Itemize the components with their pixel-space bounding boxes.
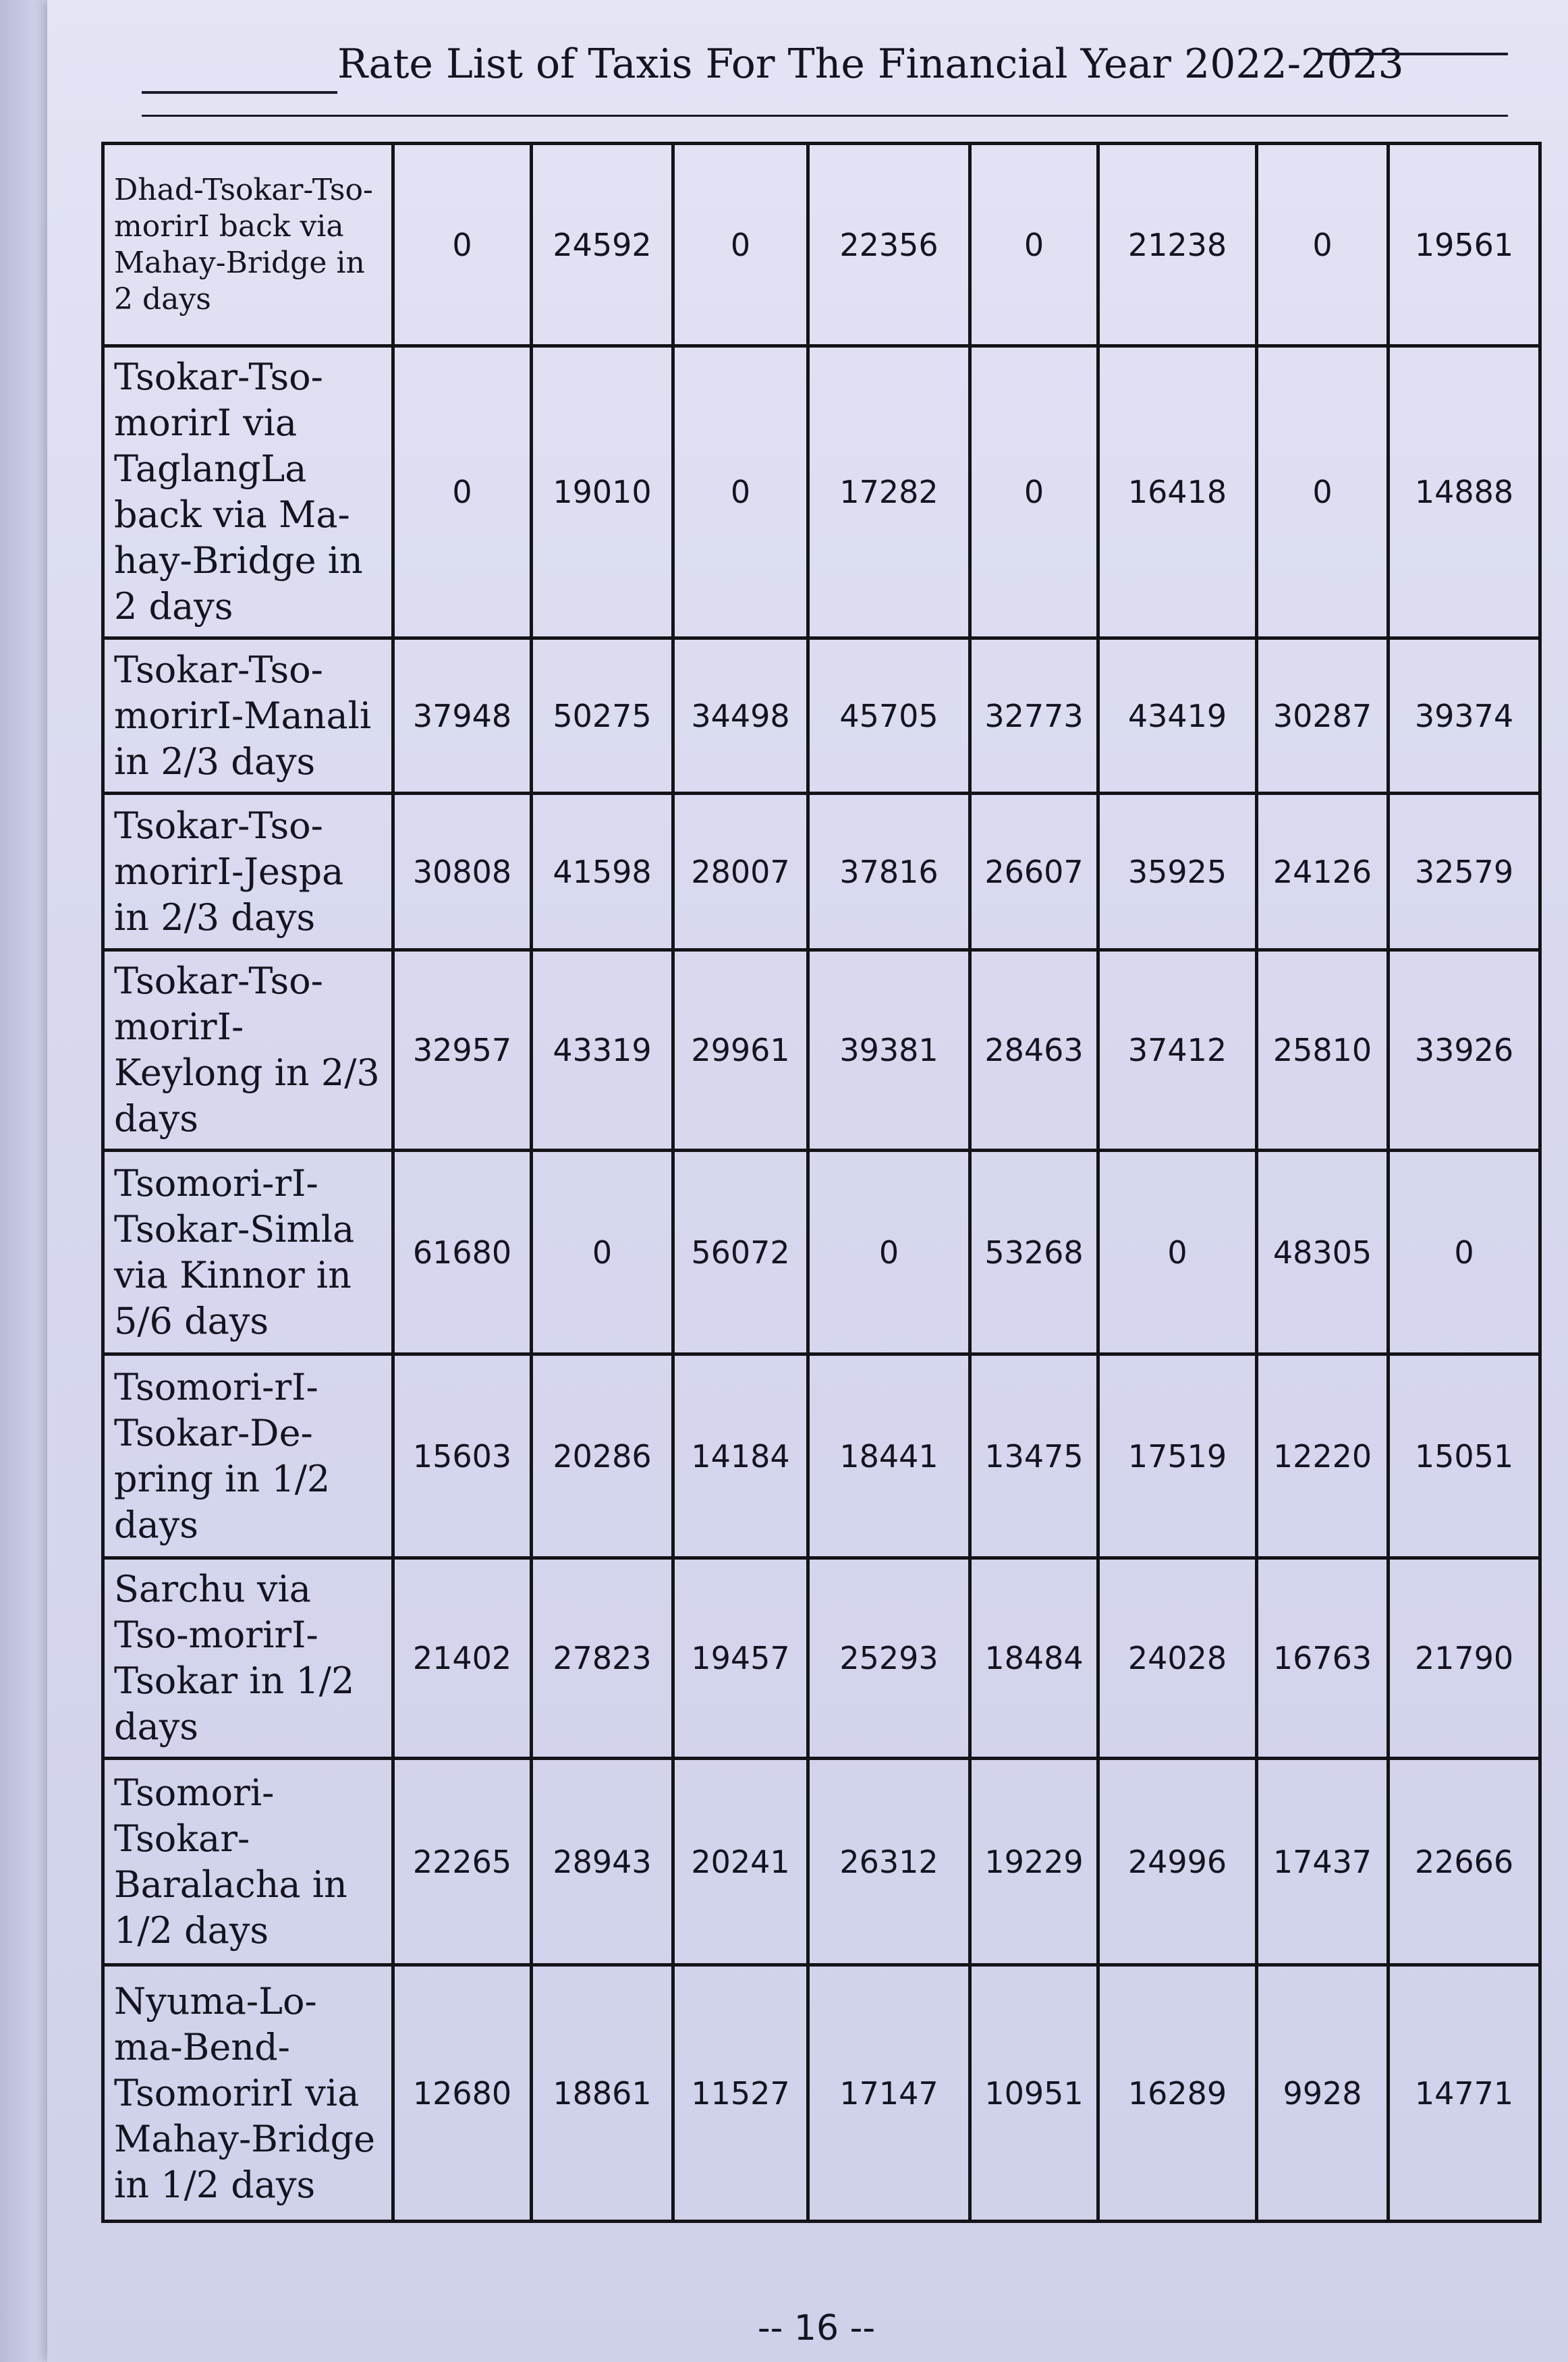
rate-cell: 39381 xyxy=(808,950,970,1151)
rate-cell: 18861 xyxy=(532,1965,673,2222)
rate-cell: 19010 xyxy=(532,346,673,638)
header-rule-right xyxy=(1319,53,1508,55)
rate-cell: 17519 xyxy=(1098,1354,1257,1558)
header-rule-under xyxy=(142,115,1508,117)
rate-cell: 0 xyxy=(393,346,532,638)
rate-cell: 17282 xyxy=(808,346,970,638)
rate-cell: 9928 xyxy=(1257,1965,1389,2222)
rate-cell: 21790 xyxy=(1389,1558,1540,1759)
rate-cell: 61680 xyxy=(393,1151,532,1354)
rate-cell: 0 xyxy=(393,144,532,346)
rate-cell: 0 xyxy=(1257,144,1389,346)
route-cell: Tsokar-Tso-morirI-Jespa in 2/3 days xyxy=(103,794,393,950)
rate-cell: 43319 xyxy=(532,950,673,1151)
rate-cell: 18441 xyxy=(808,1354,970,1558)
rate-cell: 0 xyxy=(673,144,808,346)
rate-cell: 20241 xyxy=(673,1759,808,1965)
table-row xyxy=(103,1151,1540,1354)
route-cell: Tsomori-Tsokar-Baralacha in 1/2 days xyxy=(103,1759,393,1965)
table-row xyxy=(103,346,1540,638)
rate-cell: 26312 xyxy=(808,1759,970,1965)
rate-cell: 14184 xyxy=(673,1354,808,1558)
rate-cell: 16418 xyxy=(1098,346,1257,638)
table-row xyxy=(103,1558,1540,1759)
rate-cell: 30808 xyxy=(393,794,532,950)
table-row xyxy=(103,794,1540,950)
route-cell: Tsomori-rI-Tsokar-De-pring in 1/2 days xyxy=(103,1354,393,1558)
rate-cell: 30287 xyxy=(1257,638,1389,794)
route-cell: Tsokar-Tso-morirI-Manali in 2/3 days xyxy=(103,638,393,794)
rate-cell: 22265 xyxy=(393,1759,532,1965)
page-title: Rate List of Taxis For The Financial Year 2022-2023 xyxy=(337,40,1404,88)
header-rule-left xyxy=(142,91,337,94)
rate-cell: 24592 xyxy=(532,144,673,346)
rate-cell: 0 xyxy=(1098,1151,1257,1354)
rate-cell: 10951 xyxy=(970,1965,1098,2222)
rate-cell: 43419 xyxy=(1098,638,1257,794)
rate-cell: 34498 xyxy=(673,638,808,794)
rate-cell: 39374 xyxy=(1389,638,1540,794)
rate-cell: 28943 xyxy=(532,1759,673,1965)
rate-cell: 21402 xyxy=(393,1558,532,1759)
rate-cell: 19457 xyxy=(673,1558,808,1759)
rate-cell: 0 xyxy=(1389,1151,1540,1354)
rate-cell: 18484 xyxy=(970,1558,1098,1759)
rate-cell: 19561 xyxy=(1389,144,1540,346)
rate-cell: 32773 xyxy=(970,638,1098,794)
rate-cell: 53268 xyxy=(970,1151,1098,1354)
table-row xyxy=(103,1965,1540,2222)
rate-cell: 16763 xyxy=(1257,1558,1389,1759)
route-cell: Sarchu via Tso-morirI-Tsokar in 1/2 days xyxy=(103,1558,393,1759)
route-cell: Tsokar-Tso-morirI via TaglangLa back via Ma-hay-Bridge in 2 days xyxy=(103,346,393,638)
rate-cell: 15051 xyxy=(1389,1354,1540,1558)
rate-cell: 41598 xyxy=(532,794,673,950)
rate-cell: 32957 xyxy=(393,950,532,1151)
page-number: -- 16 -- xyxy=(757,2308,876,2349)
route-cell: Tsomori-rI-Tsokar-Simla via Kinnor in 5/6 days xyxy=(103,1151,393,1354)
rate-cell: 37816 xyxy=(808,794,970,950)
table-row xyxy=(103,144,1540,346)
table-row xyxy=(103,1759,1540,1965)
rate-cell: 12220 xyxy=(1257,1354,1389,1558)
table-row xyxy=(103,638,1540,794)
rate-cell: 50275 xyxy=(532,638,673,794)
rate-cell: 32579 xyxy=(1389,794,1540,950)
rate-cell: 48305 xyxy=(1257,1151,1389,1354)
page-header xyxy=(94,27,1511,108)
rate-cell: 17147 xyxy=(808,1965,970,2222)
rate-cell: 19229 xyxy=(970,1759,1098,1965)
rate-cell: 11527 xyxy=(673,1965,808,2222)
rate-cell: 25810 xyxy=(1257,950,1389,1151)
rate-cell: 45705 xyxy=(808,638,970,794)
rate-cell: 28007 xyxy=(673,794,808,950)
rate-cell: 14888 xyxy=(1389,346,1540,638)
rate-cell: 14771 xyxy=(1389,1965,1540,2222)
rate-cell: 56072 xyxy=(673,1151,808,1354)
table-row xyxy=(103,1354,1540,1558)
rate-cell: 12680 xyxy=(393,1965,532,2222)
route-cell: Nyuma-Lo-ma-Bend-TsomorirI via Mahay-Bridge in 1/2 days xyxy=(103,1965,393,2222)
rate-cell: 25293 xyxy=(808,1558,970,1759)
rate-cell: 0 xyxy=(1257,346,1389,638)
rate-cell: 22356 xyxy=(808,144,970,346)
rate-cell: 24996 xyxy=(1098,1759,1257,1965)
taxi-rate-table xyxy=(101,142,1542,2223)
table-row xyxy=(103,950,1540,1151)
rate-cell: 0 xyxy=(970,346,1098,638)
rate-cell: 0 xyxy=(970,144,1098,346)
rate-cell: 26607 xyxy=(970,794,1098,950)
rate-cell: 24028 xyxy=(1098,1558,1257,1759)
rate-cell: 13475 xyxy=(970,1354,1098,1558)
rate-cell: 15603 xyxy=(393,1354,532,1558)
route-cell: Dhad-Tsokar-Tso-morirI back via Mahay-Bridge in 2 days xyxy=(103,144,393,346)
rate-cell: 28463 xyxy=(970,950,1098,1151)
route-cell: Tsokar-Tso-morirI-Keylong in 2/3 days xyxy=(103,950,393,1151)
rate-cell: 37948 xyxy=(393,638,532,794)
rate-cell: 33926 xyxy=(1389,950,1540,1151)
rate-cell: 24126 xyxy=(1257,794,1389,950)
page-stack-edge xyxy=(0,0,47,2362)
rate-cell: 0 xyxy=(532,1151,673,1354)
rate-cell: 35925 xyxy=(1098,794,1257,950)
rate-cell: 22666 xyxy=(1389,1759,1540,1965)
rate-cell: 29961 xyxy=(673,950,808,1151)
rate-cell: 16289 xyxy=(1098,1965,1257,2222)
rate-cell: 0 xyxy=(808,1151,970,1354)
rate-cell: 27823 xyxy=(532,1558,673,1759)
rate-cell: 20286 xyxy=(532,1354,673,1558)
rate-cell: 0 xyxy=(673,346,808,638)
rate-cell: 37412 xyxy=(1098,950,1257,1151)
rate-cell: 21238 xyxy=(1098,144,1257,346)
rate-cell: 17437 xyxy=(1257,1759,1389,1965)
